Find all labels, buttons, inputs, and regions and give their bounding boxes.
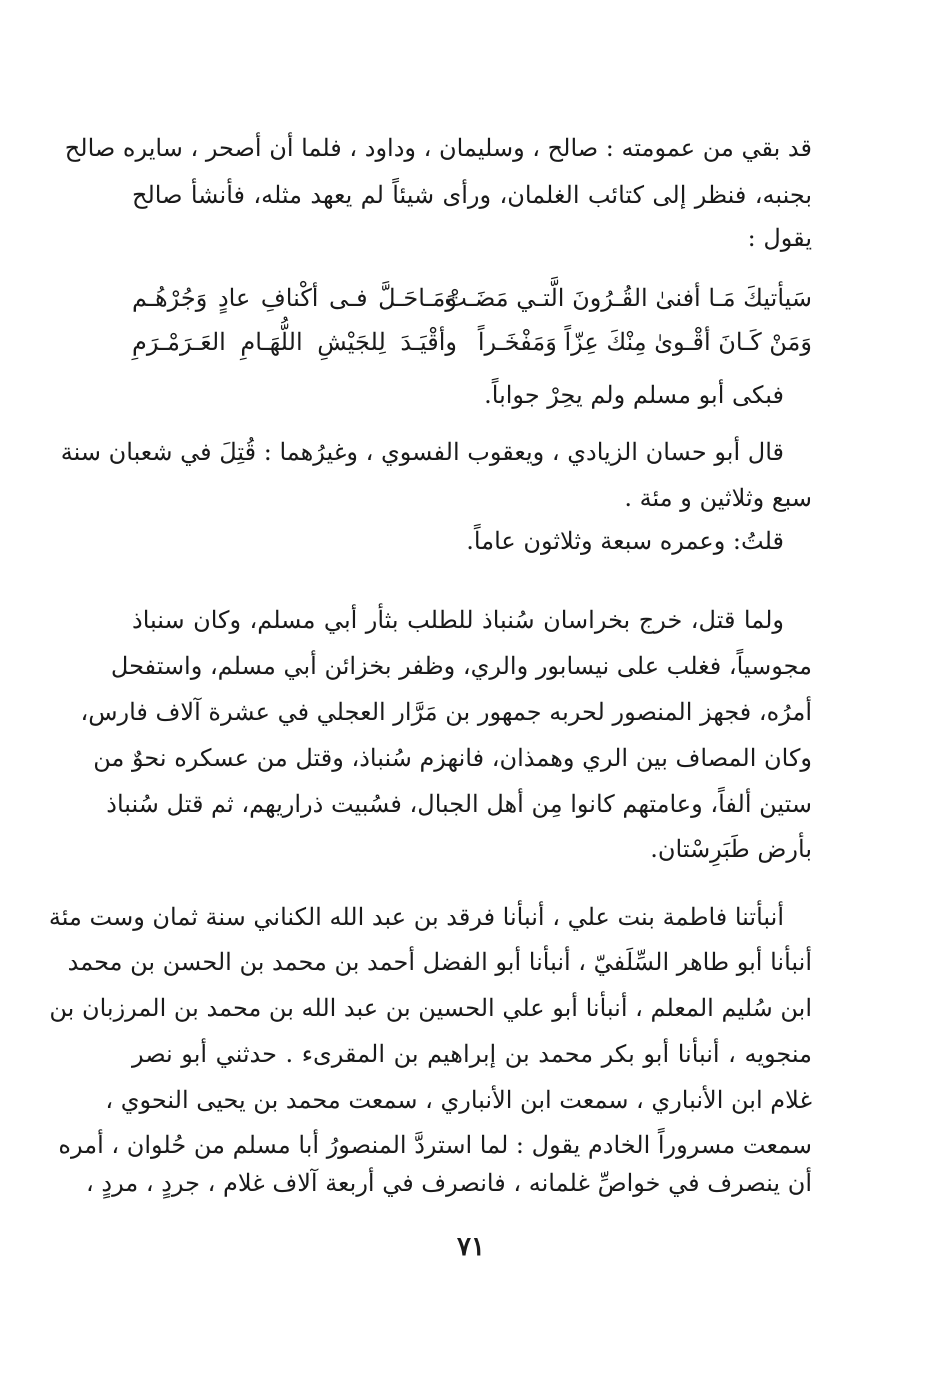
paragraph-4-line-5: غلام ابن الأنباري ، سمعت ابن الأنباري ، سمعت محمد بن يحيى النحوي ،	[105, 1086, 812, 1114]
paragraph-4-line-1: أنبأتنا فاطمة بنت علي ، أنبأنا فرقد بن عبد الله الكناني سنة ثمان وست مئة	[48, 903, 784, 931]
paragraph-2-line-2: سبع وثلاثين و مئة .	[624, 484, 812, 512]
paragraph-4-line-3: ابن سُليم المعلم ، أنبأنا أبو علي الحسين بن عبد الله بن محمد بن المرزبان بن	[49, 994, 812, 1022]
paragraph-3-line-4: وكان المصاف بين الري وهمذان، فانهزم سُنباذ، وقتل من عسكره نحوٌ من	[93, 744, 812, 772]
paragraph-1-line-3: يقول :	[747, 224, 812, 252]
paragraph-3-line-5: ستين ألفاً، وعامتهم كانوا مِن أهل الجبال، فسُبيت ذراريهم، ثم قتل سُنباذ	[106, 790, 812, 818]
poem-verse-1	[132, 278, 812, 318]
paragraph-1-line-2: بجنبه، فنظر إلى كتائب الغلمان، ورأى شيئاً لم يعهد مثله، فأنشأ صالح	[132, 181, 812, 209]
page-number: ٧١	[457, 1232, 485, 1262]
poem-verse-2-first-hemistich: وَمَنْ كَـانَ أقْـوىٰ مِنْكَ عِزّاً وَمَفْخَـراً	[477, 328, 812, 356]
poem-verse-1-first-hemistich: سَيأتيكَ مَـا أفنىٰ القُـرُونَ الَّتـي مَضَـتْ	[444, 284, 812, 312]
paragraph-3-line-2: مجوسياً، فغلب على نيسابور والري، وظفر بخزائن أبي مسلم، واستفحل	[110, 652, 812, 680]
paragraph-1-line-1: قد بقي من عمومته : صالح ، وسليمان ، وداود ، فلما أن أصحر ، سايره صالح	[64, 134, 812, 162]
poem-verse-2	[132, 322, 812, 362]
paragraph-4-line-6: سمعت مسروراً الخادم يقول : لما استردَّ المنصورُ أبا مسلم من حُلوان ، أمره	[58, 1131, 812, 1159]
paragraph-4-line-2: أنبأنا أبو طاهر السِّلَفيّ ، أنبأنا أبو الفضل أحمد بن محمد بن الحسن بن محمد	[67, 948, 812, 976]
paragraph-3-line-1: ولما قتل، خرج بخراسان سُنباذ للطلب بثأر أبي مسلم، وكان سنباذ	[132, 606, 784, 634]
poem-verse-1-second-hemistich: وَمَـاحَـلَّ فـى أكْنافِ عادٍ وَجُرْهُـم	[132, 284, 457, 312]
paragraph-3-line-6: بأرض طَبَرِسْتان.	[650, 835, 812, 863]
paragraph-4-line-4: منجويه ، أنبأنا أبو بكر محمد بن إبراهيم بن المقرىء . حدثني أبو نصر	[132, 1040, 812, 1068]
paragraph-2-line-1: قال أبو حسان الزيادي ، ويعقوب الفسوي ، وغيرُهما : قُتِلَ في شعبان سنة	[60, 438, 784, 466]
poem-verse-2-second-hemistich: وأقْيَـدَ لِلجَيْشِ اللُّهَـامِ العَـرَمْـرَمِ	[132, 328, 457, 356]
author-note: قلتُ: وعمره سبعة وثلاثون عاماً.	[466, 527, 784, 555]
after-poem-line: فبكى أبو مسلم ولم يحِرْ جواباً.	[484, 381, 784, 409]
paragraph-4-line-7: أن ينصرف في خواصِّ غلمانه ، فانصرف في أربعة آلاف غلام ، جردٍ ، مردٍ ،	[86, 1169, 812, 1197]
paragraph-3-line-3: أمرُه، فجهز المنصور لحربه جمهور بن مَرَّار العجلي في عشرة آلاف فارس،	[80, 698, 812, 726]
